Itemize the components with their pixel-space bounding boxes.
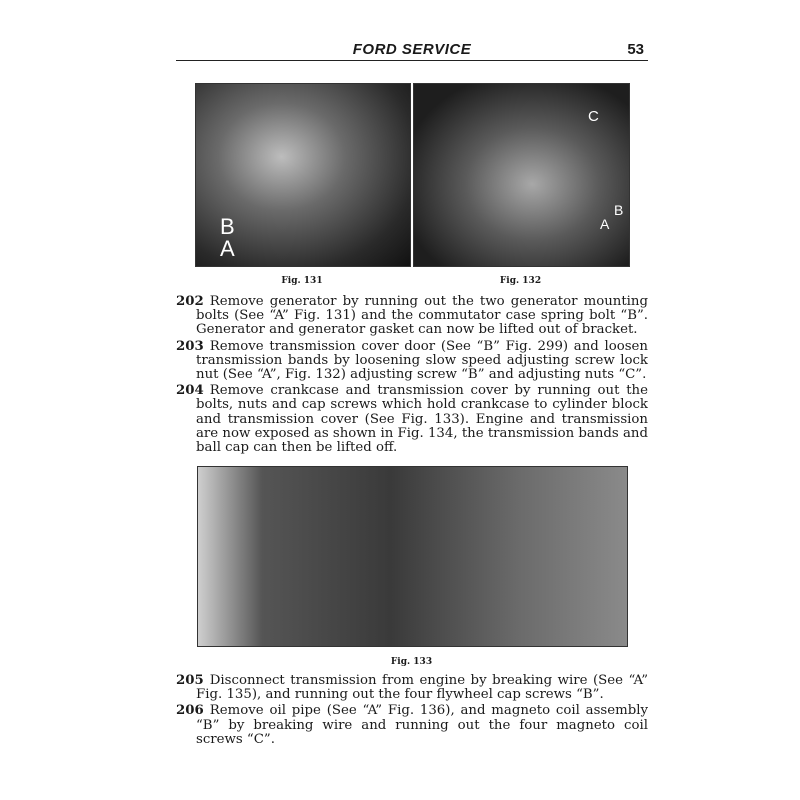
figure-133-photo [197, 466, 628, 647]
instructions-top [176, 295, 648, 457]
paragraph-206: 206 Remove oil pipe (See “A” Fig. 136), and magneto coil assembly “B” by breaking wire and running out the four magneto coil screws “C”. [176, 703, 648, 747]
label-a: A [600, 216, 610, 232]
page-header [176, 40, 648, 61]
paragraph-205: 205 Disconnect transmission from engine by breaking wire (See “A” Fig. 135), and running out the four flywheel cap screws “B”. [176, 673, 648, 703]
figure-132-photo [413, 83, 630, 267]
label-c: C [588, 108, 599, 125]
label-b: B [614, 202, 624, 218]
page-number: 53 [627, 41, 644, 58]
figure-131-photo [195, 83, 411, 267]
label-a: A [220, 236, 235, 261]
figure-131-caption: Fig. 131 [281, 276, 323, 286]
figure-132-caption: Fig. 132 [499, 276, 542, 286]
paragraph-202: 202 Remove generator by running out the two generator mounting bolts (See “A” Fig. 131) and the commutator case spring bolt “B”. Generator and generator gasket can now be lifted out of bracket. [176, 294, 648, 338]
running-title: FORD SERVICE [352, 41, 472, 58]
figure-133-caption: Fig. 133 [390, 657, 433, 667]
paragraph-204: 204 Remove crankcase and transmission cover by running out the bolts, nuts and cap screws which hold crankcase to cylinder block and transmission cover (See Fig. 133). Engine and transmission are now exposed as shown in Fig. 134, the transmission bands and ball cap can then be lifted off. [176, 383, 648, 456]
label-b: B [220, 214, 235, 239]
paragraph-203: 203 Remove transmission cover door (See “B” Fig. 299) and loosen transmission bands by loosening slow speed adjusting screw lock nut (See “A”, Fig. 132) adjusting screw “B” and adjusting nuts “C”. [176, 338, 648, 383]
instructions-bottom [176, 674, 648, 749]
